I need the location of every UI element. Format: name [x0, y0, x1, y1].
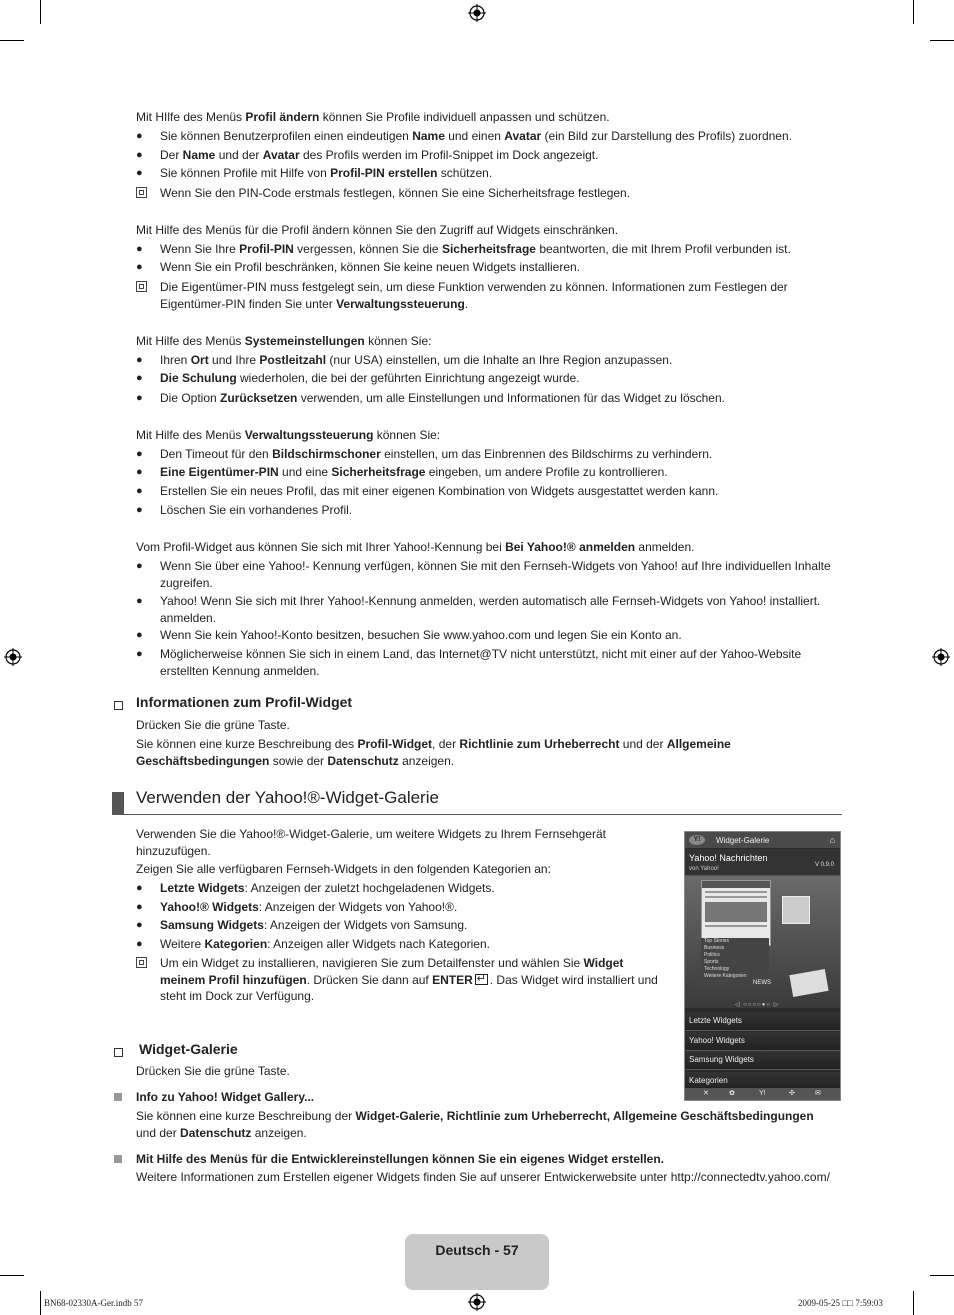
system-settings-intro: Mit Hilfe des Menüs Systemeinstellungen können Sie: — [136, 334, 432, 348]
tv-list-item[interactable]: Weitere Kategorien — [704, 973, 747, 979]
bullet-item: ● Sie können Benutzerprofilen einen eindeutigen Name und einen Avatar (ein Bild zur Darstellung des Profils) zuordnen. — [136, 129, 792, 143]
tv-list-item[interactable]: Sports — [704, 959, 719, 965]
yahoo-icon[interactable]: Y! — [759, 1090, 766, 1097]
bullet-icon: ● — [136, 372, 143, 384]
tv-list-item[interactable]: Top Stories — [704, 938, 730, 944]
info-profile-widget-heading: Informationen zum Profil-Widget — [136, 694, 353, 710]
tv-version: V 0.9.0 — [814, 862, 834, 868]
bullet-icon: ● — [136, 560, 143, 572]
crop-mark — [40, 1291, 41, 1315]
registration-mark-icon — [468, 4, 486, 22]
bullet-icon: ● — [136, 882, 143, 894]
tv-menu-item[interactable]: Kategorien — [685, 1072, 840, 1091]
gear-icon[interactable]: ✿ — [729, 1090, 735, 1097]
bullet-item: ● Wenn Sie kein Yahoo!-Konto besitzen, besuchen Sie www.yahoo.com und legen Sie ein Konto an. — [136, 628, 682, 642]
enter-key-icon — [475, 974, 488, 985]
note-item: Die Eigentümer-PIN muss festgelegt sein, um diese Funktion verwenden zu können. Informationen zum Festlegen der Eigentümer-PIN finden Sie unter Verwaltungssteuerung. — [136, 279, 836, 312]
page-number-tab — [405, 1234, 549, 1290]
bullet-item: ● Die Schulung wiederholen, die bei der geführten Einrichtung angezeigt wurde. — [136, 371, 580, 385]
tv-app-sub: von Yahoo! — [689, 866, 719, 872]
crop-mark — [913, 0, 914, 24]
pager-dots-icon: ◁ ○○○○●○ ▷ — [735, 1002, 780, 1008]
widget-gallery-heading: Widget-Galerie — [139, 1041, 238, 1057]
developer-settings-text: Weitere Informationen zum Erstellen eigener Widgets finden Sie auf unserer Entwickerwebsite unter http://connectedtv.yahoo.com/ — [136, 1170, 830, 1184]
bullet-icon: ● — [136, 648, 143, 660]
tv-app-title: Yahoo! Nachrichten — [689, 853, 768, 863]
bullet-item: ● Ihren Ort und Ihre Postleitzahl (nur USA) einstellen, um die Inhalte an Ihre Region anzupassen. — [136, 353, 673, 367]
bullet-item: ● Eine Eigentümer-PIN und eine Sicherheitsfrage eingeben, um andere Profile zu kontrollieren. — [136, 465, 668, 479]
arrows-icon[interactable]: ✣ — [789, 1090, 795, 1097]
checkbox-icon — [114, 698, 123, 715]
home-icon[interactable]: ⌂ — [829, 835, 835, 845]
tv-list-item[interactable]: Technology — [704, 966, 730, 972]
crop-mark — [930, 40, 954, 41]
bullet-item: ● Sie können Profile mit Hilfe von Profil-PIN erstellen schützen. — [136, 166, 493, 180]
note-item: Wenn Sie den PIN-Code erstmals festlegen, können Sie eine Sicherheitsfrage festlegen. — [136, 185, 836, 202]
bullet-item: ● Yahoo! Wenn Sie sich mit Ihrer Yahoo!-Kennung anmelden, werden automatisch alle Fernseh-Widgets von Yahoo! installiert. anmelden. — [136, 594, 821, 625]
crop-mark — [0, 40, 24, 41]
checkbox-icon — [114, 1045, 123, 1062]
widget-thumbnail[interactable] — [782, 896, 810, 924]
page-number: Deutsch - 57 — [435, 1242, 519, 1258]
bullet-icon: ● — [136, 392, 143, 404]
note-icon — [136, 281, 147, 292]
crop-mark — [930, 1275, 954, 1276]
bullet-icon: ● — [136, 595, 143, 607]
note-icon — [136, 957, 147, 968]
yahoo-logo-icon: Y! — [689, 835, 705, 845]
tv-bottom-bar — [685, 1088, 840, 1100]
info-description: Sie können eine kurze Beschreibung des Profil-Widget, der Richtlinie zum Urheberrecht und der Allgemeine Geschäftsbedingungen sowie der Datenschutz anzeigen. — [136, 737, 731, 768]
bullet-icon: ● — [136, 938, 143, 950]
bullet-icon: ● — [136, 919, 143, 931]
tv-screenshot — [684, 831, 841, 1101]
bullet-icon: ● — [136, 167, 143, 179]
tv-menu-item[interactable]: Yahoo! Widgets — [685, 1032, 840, 1051]
profile-edit-intro: Mit HIlfe des Menüs Profil ändern können Sie Profile individuell anpassen und schützen. — [136, 110, 610, 124]
bullet-item: ● Erstellen Sie ein neues Profil, das mit einer eigenen Kombination von Widgets ausgestattet werden kann. — [136, 484, 719, 498]
info-yahoo-gallery-text: Sie können eine kurze Beschreibung der Widget-Galerie, Richtlinie zum Urheberrecht, Allgemeine Geschäftsbedingungen und der Datenschutz anzeigen. — [136, 1109, 814, 1140]
note-icon — [136, 187, 147, 198]
tv-menu-item[interactable]: Letzte Widgets — [685, 1012, 840, 1031]
registration-mark-icon — [932, 648, 950, 666]
bullet-item: ● Samsung Widgets: Anzeigen der Widgets von Samsung. — [136, 918, 468, 932]
bullet-item: ● Den Timeout für den Bildschirmschoner einstellen, um das Einbrennen des Bildschirms zu verhindern. — [136, 447, 713, 461]
tv-news-label: NEWS — [753, 980, 771, 986]
gallery-categories-intro: Zeigen Sie alle verfügbaren Fernseh-Widgets in den folgenden Kategorien an: — [136, 862, 551, 876]
bullet-item: ● Wenn Sie Ihre Profil-PIN vergessen, können Sie die Sicherheitsfrage beantworten, die mit Ihrem Profil verbunden ist. — [136, 242, 791, 256]
info-yahoo-gallery-title: Info zu Yahoo! Widget Gallery... — [136, 1090, 315, 1104]
bullet-icon: ● — [136, 243, 143, 255]
bullet-item: ● Yahoo!® Widgets: Anzeigen der Widgets von Yahoo!®. — [136, 900, 458, 914]
close-icon[interactable]: ✕ — [703, 1090, 709, 1097]
crop-mark — [0, 1275, 24, 1276]
bullet-item: ● Weitere Kategorien: Anzeigen aller Widgets nach Kategorien. — [136, 937, 490, 951]
section-title: Verwenden der Yahoo!®-Widget-Galerie — [136, 788, 439, 807]
section-bar — [112, 792, 124, 814]
bullet-icon: ● — [136, 629, 143, 641]
bullet-icon: ● — [136, 130, 143, 142]
note-item: Um ein Widget zu installieren, navigieren Sie zum Detailfenster und wählen Sie Widget meinem Profil hinzufügen. Drücken Sie dann auf ENTER↵ . Das Widget wird installiert und steht im Dock zur Verfügung. — [136, 955, 671, 1005]
bullet-icon: ● — [136, 354, 143, 366]
gallery-line: Drücken Sie die grüne Taste. — [136, 1064, 290, 1078]
registration-mark-icon — [468, 1293, 486, 1311]
bullet-icon: ● — [136, 466, 143, 478]
bullet-icon: ● — [136, 485, 143, 497]
bullet-icon: ● — [136, 901, 143, 913]
crop-mark — [40, 0, 41, 24]
square-bullet-icon — [114, 1093, 122, 1101]
bullet-icon: ● — [136, 149, 143, 161]
footer-file-name: BN68-02330A-Ger.indb 57 — [44, 1298, 143, 1308]
developer-settings-title: Mit Hilfe des Menüs für die Entwicklereinstellungen können Sie ein eigenes Widget erstellen. — [136, 1152, 665, 1166]
bullet-item: ● Der Name und der Avatar des Profils werden im Profil-Snippet im Dock angezeigt. — [136, 148, 599, 162]
bullet-item: ● Möglicherweise können Sie sich in einem Land, das Internet@TV nicht unterstützt, nicht mit einer auf der Yahoo-Website erstellten Kennung anmelden. — [136, 647, 802, 678]
tv-top-title: Widget-Galerie — [716, 836, 770, 845]
bullet-icon: ● — [136, 261, 143, 273]
bullet-item: ● Wenn Sie ein Profil beschränken, können Sie keine neuen Widgets installieren. — [136, 260, 581, 274]
yahoo-login-intro: Vom Profil-Widget aus können Sie sich mit Ihrer Yahoo!-Kennung bei Bei Yahoo!® anmelden anmelden. — [136, 540, 695, 554]
admin-control-intro: Mit Hilfe des Menüs Verwaltungssteuerung können Sie: — [136, 428, 441, 442]
info-line: Drücken Sie die grüne Taste. — [136, 718, 290, 732]
registration-mark-icon — [4, 648, 22, 666]
tv-list-item[interactable]: Politics — [704, 952, 720, 958]
square-bullet-icon — [114, 1155, 122, 1163]
bullet-item: ● Die Option Zurücksetzen verwenden, um alle Einstellungen und Informationen für das Widget zu löschen. — [136, 391, 725, 405]
section-divider — [112, 814, 842, 815]
bullet-item: ● Letzte Widgets: Anzeigen der zuletzt hochgeladenen Widgets. — [136, 881, 495, 895]
crop-mark — [913, 1291, 914, 1315]
tv-menu-item[interactable]: Samsung Widgets — [685, 1051, 840, 1070]
mail-icon[interactable]: ✉ — [815, 1090, 821, 1097]
bullet-item: ● Wenn Sie über eine Yahoo!- Kennung verfügen, können Sie mit den Fernseh-Widgets von Yahoo! auf Ihre individuellen Inhalte zugreifen. — [136, 559, 831, 590]
profile-restrict-intro: Mit Hilfe des Menüs für die Profil ändern können Sie den Zugriff auf Widgets einschränken. — [136, 223, 619, 237]
footer-timestamp: 2009-05-25 □□ 7:59:03 — [798, 1298, 883, 1308]
bullet-item: ● Löschen Sie ein vorhandenes Profil. — [136, 503, 353, 517]
gallery-intro: Verwenden Sie die Yahoo!®-Widget-Galerie, um weitere Widgets zu Ihrem Fernsehgerät hinzuzufügen. — [136, 827, 606, 858]
bullet-icon: ● — [136, 504, 143, 516]
tv-list-item[interactable]: Business — [704, 945, 725, 951]
news-widget-preview[interactable] — [701, 880, 771, 946]
bullet-icon: ● — [136, 448, 143, 460]
